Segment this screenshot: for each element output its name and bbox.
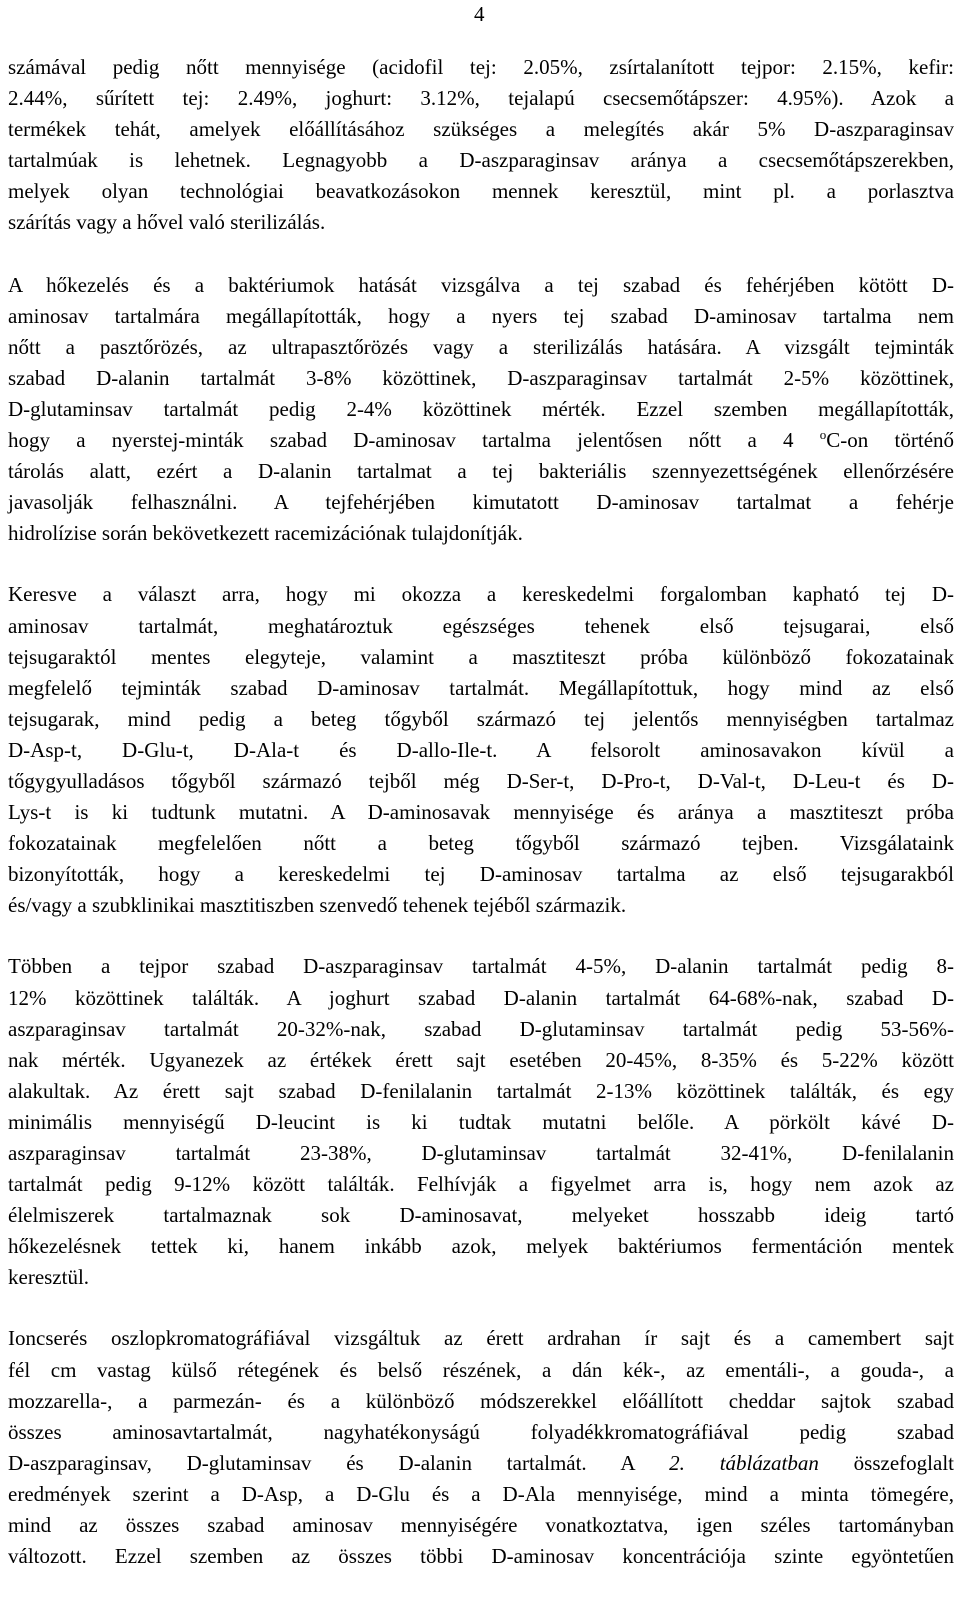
text-line: tartalmát pedig 9-12% között találták. Felhívják a figyelmet arra is, hogy nem azok az	[8, 1172, 954, 1197]
text-line: javasolják felhasználni. A tejfehérjében kimutatott D-aminosav tartalmat a fehérje	[8, 490, 954, 515]
paragraph-5	[8, 1323, 954, 1572]
text-line: összes aminosavtartalmát, nagyhatékonyságú folyadékkromatográfiával pedig szabad	[8, 1419, 954, 1444]
text-segment: C-on történő	[826, 428, 955, 453]
text-line: aminosav tartalmát, meghatároztuk egészséges tehenek első tejsugarai, első	[8, 613, 954, 638]
text-line: alakultak. Az érett sajt szabad D-fenilalanin tartalmát 2-13% közöttinek találták, és egy	[8, 1078, 954, 1103]
text-line: tartalmúak is lehetnek. Legnagyobb a D-aszparaginsav aránya a csecsemőtápszerekben,	[8, 148, 954, 173]
text-line: D-Asp-t, D-Glu-t, D-Ala-t és D-allo-Ile-t. A felsorolt aminosavakon kívül a	[8, 737, 954, 762]
text-line: 2.44%, sűrített tej: 2.49%, joghurt: 3.12%, tejalapú csecsemőtápszer: 4.95%). Azok a	[8, 86, 954, 111]
paragraph-1	[8, 52, 954, 239]
text-line: melyek olyan technológiai beavatkozásokon mennek keresztül, mint pl. a porlasztva	[8, 179, 954, 204]
text-line: nak mérték. Ugyanezek az értékek érett sajt esetében 20-45%, 8-35% és 5-22% között	[8, 1047, 954, 1072]
text-line: aminosav tartalmára megállapították, hogy a nyers tej szabad D-aminosav tartalma nem	[8, 303, 954, 328]
text-line: bizonyították, hogy a kereskedelmi tej D-aminosav tartalma az első tejsugarakból	[8, 862, 954, 887]
text-line: számával pedig nőtt mennyisége (acidofil tej: 2.05%, zsírtalanított tejpor: 2.15%, kefir:	[8, 55, 954, 79]
text-line: fél cm vastag külső rétegének és belső részének, a dán kék-, az ementáli-, a gouda-, a	[8, 1357, 954, 1382]
text-line: nőtt a pasztőrözés, az ultrapasztőrözés vagy a sterilizálás hatására. A vizsgált tejminták	[8, 334, 954, 359]
text-line: változott. Ezzel szemben az összes többi D-aminosav koncentrációja szinte egyöntetűen	[8, 1544, 954, 1569]
text-line: A hőkezelés és a baktériumok hatását vizsgálva a tej szabad és fehérjében kötött D-	[8, 272, 954, 297]
text-line-with-table-reference	[8, 1448, 954, 1479]
text-line: fokozatainak megfelelően nőtt a beteg tőgyből származó tejben. Vizsgálataink	[8, 831, 954, 856]
text-line: minimális mennyiségű D-leucint is ki tudtak mutatni belőle. A pörkölt kávé D-	[8, 1109, 954, 1134]
text-segment: D-aszparaginsav, D-glutaminsav és D-alanin tartalmát. A	[8, 1450, 670, 1475]
text-line: keresztül.	[8, 1265, 90, 1290]
degree-superscript: o	[819, 427, 827, 443]
text-line: eredmények szerint a D-Asp, a D-Glu és a D-Ala mennyisége, mind a minta tömegére,	[8, 1481, 954, 1506]
text-line: és/vagy a szubklinikai masztitiszben szenvedő tehenek tejéből származik.	[8, 893, 627, 918]
text-line: szárítás vagy a hővel való sterilizálás.	[8, 210, 326, 235]
text-line: szabad D-alanin tartalmát 3-8% közöttinek, D-aszparaginsav tartalmát 2-5% közöttinek,	[8, 365, 954, 390]
text-line: 12% közöttinek találták. A joghurt szabad D-alanin tartalmát 64-68%-nak, szabad D-	[8, 985, 954, 1010]
text-line-with-temperature	[8, 425, 954, 456]
table-reference: 2. táblázatban	[669, 1450, 819, 1475]
text-line: Lys-t is ki tudtunk mutatni. A D-aminosavak mennyisége és aránya a masztiteszt próba	[8, 800, 954, 825]
text-line: tárolás alatt, ezért a D-alanin tartalmat a tej bakteriális szennyezettségének ellenőrzésére	[8, 459, 954, 484]
text-segment: hogy a nyerstej-minták szabad D-aminosav tartalma jelentősen nőtt a 4	[8, 428, 820, 453]
text-line: élelmiszerek tartalmaznak sok D-aminosavat, melyeket hosszabb ideig tartó	[8, 1203, 954, 1228]
text-line: mind az összes szabad aminosav mennyiségére vonatkoztatva, igen széles tartományban	[8, 1513, 954, 1538]
text-line: mozzarella-, a parmezán- és a különböző módszerekkel előállított cheddar sajtok szabad	[8, 1388, 954, 1413]
text-line: hőkezelésnek tettek ki, hanem inkább azok, melyek baktériumos fermentáción mentek	[8, 1234, 954, 1259]
text-line: aszparaginsav tartalmát 20-32%-nak, szabad D-glutaminsav tartalmát pedig 53-56%-	[8, 1016, 954, 1041]
paragraph-3	[8, 579, 954, 921]
page-number: 4	[474, 2, 485, 26]
text-line: tőgygyulladásos tőgyből származó tejből még D-Ser-t, D-Pro-t, D-Val-t, D-Leu-t és D-	[8, 768, 954, 793]
text-line: Ioncserés oszlopkromatográfiával vizsgáltuk az érett ardrahan ír sajt és a camembert sajt	[8, 1326, 954, 1351]
text-segment: összefoglalt	[818, 1450, 954, 1475]
paragraph-2	[8, 270, 954, 550]
paragraph-4	[8, 951, 954, 1293]
text-line: Keresve a választ arra, hogy mi okozza a kereskedelmi forgalomban kapható tej D-	[8, 582, 954, 607]
text-line: hidrolízise során bekövetkezett racemizációnak tulajdonítják.	[8, 521, 523, 546]
document-body	[8, 52, 954, 1602]
text-line: Többen a tejpor szabad D-aszparaginsav tartalmát 4-5%, D-alanin tartalmát pedig 8-	[8, 954, 954, 979]
text-line: tejsugarak, mind pedig a beteg tőgyből származó tej jelentős mennyiségben tartalmaz	[8, 706, 954, 731]
text-line: termékek tehát, amelyek előállításához szükséges a melegítés akár 5% D-aszparaginsav	[8, 117, 954, 142]
text-line: aszparaginsav tartalmát 23-38%, D-glutaminsav tartalmát 32-41%, D-fenilalanin	[8, 1141, 954, 1165]
text-line: megfelelő tejminták szabad D-aminosav tartalmát. Megállapítottuk, hogy mind az első	[8, 675, 954, 700]
text-line: D-glutaminsav tartalmát pedig 2-4% közöttinek mérték. Ezzel szemben megállapították,	[8, 396, 954, 421]
text-line: tejsugaraktól mentes elegyteje, valamint a masztiteszt próba különböző fokozatainak	[8, 644, 954, 669]
